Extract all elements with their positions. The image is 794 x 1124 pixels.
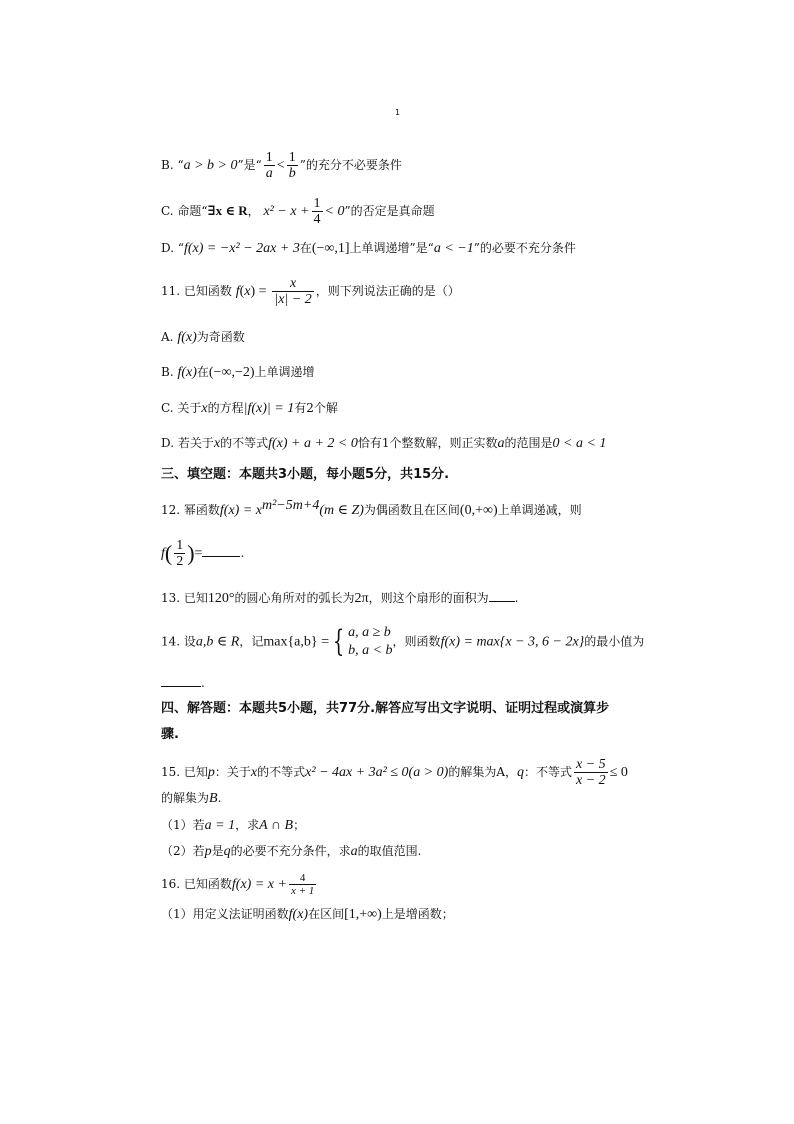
set: B	[209, 791, 218, 806]
function: f	[161, 546, 165, 561]
numerator: 1	[288, 150, 296, 165]
text: 在	[196, 365, 209, 379]
piecewise-cases	[348, 624, 392, 660]
numerator: 1	[176, 538, 184, 553]
function: f(x)	[177, 330, 197, 345]
text: ；	[293, 818, 306, 832]
text: 的不等式	[257, 765, 306, 779]
question-16-part-1	[161, 906, 454, 923]
equation: |f(x)| = 1	[243, 401, 295, 416]
text: 13. 已知	[161, 591, 208, 605]
text: 在区间	[308, 907, 345, 921]
option-label: C.	[161, 204, 174, 218]
condition: (m ∈ Z)	[319, 503, 364, 518]
option-b-line	[161, 150, 402, 181]
text: ，记	[239, 634, 264, 649]
question-14-answer	[161, 675, 205, 691]
exponent: m²−5m+4	[262, 498, 320, 513]
section-4-heading-line-2: 骤.	[161, 727, 179, 742]
expression: x² − x +	[263, 204, 310, 219]
question-12-line-1	[161, 498, 582, 519]
question-11-option-c	[161, 400, 338, 417]
fraction-1-over-2	[174, 538, 185, 569]
text: 上单调递增	[254, 365, 315, 379]
text: ”的充分不必要条件	[299, 158, 402, 172]
option-c-line	[161, 196, 435, 227]
text: “	[177, 158, 184, 172]
question-16-stem	[161, 872, 318, 897]
section-4-heading-line-1: 四、解答题：本题共5小题，共77分.解答应写出文字说明、证明过程或演算步	[161, 701, 610, 716]
text: ：不等式	[524, 765, 573, 779]
option-label: D.	[161, 241, 175, 255]
section-3-heading: 三、填空题：本题共3小题，每小题5分，共15分.	[161, 467, 450, 482]
question-11-option-a	[161, 329, 245, 346]
text: ，则这个扇形的面积为	[368, 591, 489, 605]
text: .	[201, 676, 205, 690]
answer-blank	[202, 556, 240, 557]
less-than: <	[276, 158, 285, 173]
function: f(x) = max{x − 3, 6 − 2x}	[440, 634, 585, 650]
answer-blank	[489, 601, 515, 602]
variables: a,b ∈ R	[195, 634, 240, 650]
question-11-option-d	[161, 435, 606, 452]
text: 上单调递增”是“	[349, 241, 434, 255]
numerator: 1	[313, 196, 321, 211]
text: 11. 已知函数	[161, 284, 232, 298]
question-15-part-1	[161, 817, 305, 834]
text: ，	[247, 204, 260, 218]
text: ，求	[235, 818, 260, 832]
text: （1）若	[161, 818, 205, 832]
text: ”的否定是真命题	[344, 204, 435, 218]
variable: x	[250, 765, 258, 780]
text: 的必要不充分条件，求	[230, 844, 351, 858]
variable: p	[204, 844, 212, 859]
question-13	[161, 590, 518, 607]
text: （2）若	[161, 844, 205, 858]
function: f(x) = x	[219, 503, 262, 518]
text: 14. 设	[161, 634, 196, 649]
text: 的最小值为	[584, 634, 645, 649]
text: 12. 幂函数	[161, 503, 220, 517]
question-15-line-1	[161, 757, 628, 788]
variable: p	[207, 765, 215, 780]
arc-length: 2π	[354, 591, 369, 606]
text: 的解集为A，	[448, 765, 517, 779]
text: 15. 已知	[161, 765, 208, 779]
range: 0 < a < 1	[552, 436, 607, 451]
text: 上单调递减，则	[497, 503, 582, 517]
expression: < 0	[324, 204, 345, 219]
denominator: |x| − 2	[274, 292, 312, 307]
denominator: x − 2	[576, 773, 606, 788]
max-definition: max{a,b} =	[263, 634, 329, 650]
variable: a	[350, 844, 358, 859]
question-14	[161, 624, 644, 660]
question-15-line-2	[161, 790, 221, 807]
interval: (−∞,−2)	[208, 365, 255, 380]
variable: q	[517, 765, 524, 780]
interval: [1,+∞)	[344, 907, 382, 922]
text: 命题“	[177, 204, 208, 218]
text: 的解集为	[161, 791, 210, 805]
option-label: D.	[161, 436, 175, 450]
case: a, a ≥ b	[348, 625, 391, 640]
denominator: 4	[313, 212, 321, 227]
text: ”是“	[237, 158, 262, 172]
variable: a	[497, 436, 505, 451]
case: b, a < b	[348, 643, 393, 658]
text: 恰有1个整数解，则正实数	[357, 436, 498, 450]
option-d-line	[161, 240, 576, 257]
text: 的方程	[207, 401, 244, 415]
left-brace: {	[332, 624, 345, 659]
answer-blank	[161, 686, 201, 687]
angle: 120°	[207, 591, 235, 606]
text: 关于	[177, 401, 202, 415]
text: 16. 已知函数	[161, 877, 232, 891]
question-12-line-2: f( $\frac{1}{2}$ )= .	[161, 538, 245, 569]
question-11-stem: 11. 已知函数 f(x) = $\frac{x}{|x| - 2}$ ，则下列说法正确的是（）	[161, 276, 460, 307]
question-15-part-2	[161, 843, 422, 860]
text: 有2个解	[294, 401, 338, 415]
numerator: 1	[265, 150, 273, 165]
text: .	[514, 591, 519, 605]
text: 若关于	[177, 436, 214, 450]
fraction-x-minus-5-over-x-minus-2	[574, 757, 608, 788]
numerator: x − 5	[576, 757, 606, 772]
function: f(x) = x +	[231, 877, 287, 892]
equals: =	[194, 546, 203, 561]
denominator: x + 1	[290, 885, 315, 897]
inequality: ≤ 0	[609, 765, 628, 780]
question-11-option-b	[161, 364, 315, 381]
function: f(x) = −x² − 2ax + 3	[183, 241, 300, 256]
interval: (−∞,1]	[311, 241, 350, 256]
page-number: 1	[395, 108, 401, 117]
denominator: b	[288, 166, 296, 181]
text: 上是增函数；	[381, 907, 454, 921]
set-expression: A ∩ B	[259, 818, 294, 833]
text: 是	[211, 844, 224, 858]
text: 的圆心角所对的弧长为	[234, 591, 355, 605]
interval: (0,+∞)	[459, 503, 498, 518]
fraction-x-over-absx-minus-2	[272, 276, 313, 307]
fraction-1-over-4	[312, 196, 323, 227]
condition: a > b > 0	[183, 158, 238, 173]
variable: q	[223, 844, 231, 859]
text: 的取值范围.	[357, 844, 422, 858]
text: ，则函数	[392, 634, 441, 649]
variable: x	[213, 436, 221, 451]
condition: a = 1	[204, 818, 236, 833]
text: 为奇函数	[196, 330, 245, 344]
numerator: x	[272, 276, 313, 292]
denominator: 2	[176, 554, 184, 569]
condition: ∃x ∈ R	[207, 203, 248, 218]
text: 的不等式	[220, 436, 269, 450]
text: ”的必要不充分条件	[473, 241, 576, 255]
variable: x	[201, 401, 208, 416]
inequality: f(x) + a + 2 < 0	[268, 436, 358, 451]
option-label: A.	[161, 330, 174, 344]
fraction-4-over-x-plus-1	[289, 872, 316, 897]
denominator: a	[265, 166, 273, 181]
condition: a < −1	[433, 241, 474, 256]
text: ，则下列说法正确的是（）	[315, 284, 460, 298]
inequality: x² − 4ax + 3a² ≤ 0(a > 0)	[305, 765, 449, 780]
text: 在	[299, 241, 312, 255]
fraction-1-over-a	[264, 150, 275, 181]
text: “	[177, 241, 184, 255]
text: .	[217, 791, 222, 805]
text: ：关于	[214, 765, 251, 779]
function: f(x)	[177, 365, 197, 380]
option-label: B.	[161, 365, 174, 379]
numerator: 4	[289, 872, 316, 885]
text: 为偶函数且在区间	[363, 503, 460, 517]
function: f(x)	[288, 907, 309, 922]
text: 的范围是	[504, 436, 553, 450]
fraction-1-over-b	[287, 150, 298, 181]
option-label: B.	[161, 158, 174, 172]
option-label: C.	[161, 401, 174, 415]
text: （1）用定义法证明函数	[161, 907, 289, 921]
